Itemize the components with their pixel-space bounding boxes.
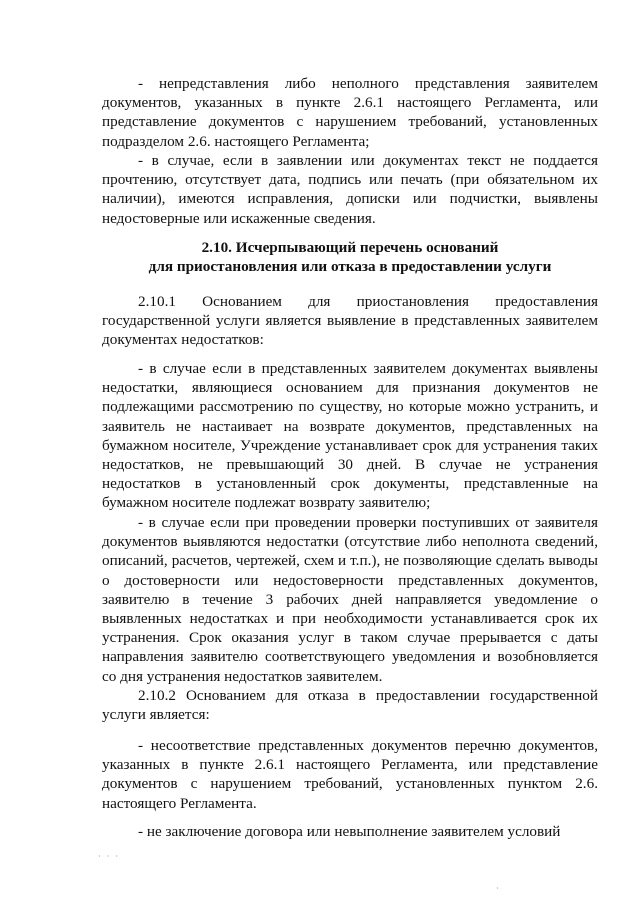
paragraph-illegible-documents: - в случае, если в заявлении или документах текст не поддается прочтению, отсутствует дата, подпись или печать (при обязательном их наличии), имеются исправления, дописки или подчистки, выявлены недостоверные или искаженные сведения. (102, 152, 598, 227)
paragraph-verification-deficiencies: - в случае если при проведении проверки поступивших от заявителя документов выявляются недостатки (отсутствие либо неполнота сведений, описаний, расчетов, чертежей, схем и т.п.), не позволяющие сделать выводы о достоверности или недостоверности представленных документов, заявителю в течение 3 рабочих дней направляется уведомление о выявленных недостатках и при необходимости устанавливается срок их устранения. Срок оказания услуг в таком случае прерывается с даты направления заявителю соответствующего уведомления и возобновляется со дня устранения недостатков заявителем. (102, 514, 598, 685)
paragraph-nonconformity: - несоответствие представленных документов перечню документов, указанных в пункте 2.6.1 настоящего Регламента, или представление документов с нарушением требований, установленных пунктом 2.6. настоящего Регламента. (102, 737, 598, 812)
section-heading-line-1: 2.10. Исчерпывающий перечень оснований (201, 239, 499, 256)
paragraph-contract-conditions: - не заключение договора или невыполнение заявителем условий (138, 823, 561, 840)
paragraph-2-10-2: 2.10.2 Основанием для отказа в предоставлении государственной услуги является: (102, 687, 598, 724)
paragraph-nonsubmission: - непредставления либо неполного представления заявителем документов, указанных в пункте 2.6.1 настоящего Регламента, или представление документов с нарушением требований, установленных подразделом 2.6. настоящего Регламента; (102, 75, 598, 150)
section-heading (102, 238, 598, 276)
scan-artifact: · · · (98, 852, 120, 861)
paragraph-correctable-deficiencies: - в случае если в представленных заявителем документах выявлены недостатки, являющиеся основанием для признания документов не подлежащими рассмотрению по существу, но которые можно устранить, и заявитель не настаивает на возврате документов, представленных на бумажном носителе, Учреждение устанавливает срок для устранения таких недостатков, не превышающий 30 дней. В случае не устранения недостатков в установленный срок документы, представленные на бумажном носителе подлежат возврату заявителю; (102, 360, 598, 512)
section-heading-line-2: для приостановления или отказа в предоставлении услуги (148, 258, 552, 276)
paragraph-2-10-1: 2.10.1 Основанием для приостановления предоставления государственной услуги является выявление в представленных заявителем документах недостатков: (102, 293, 598, 349)
scan-artifact: · (496, 884, 501, 893)
